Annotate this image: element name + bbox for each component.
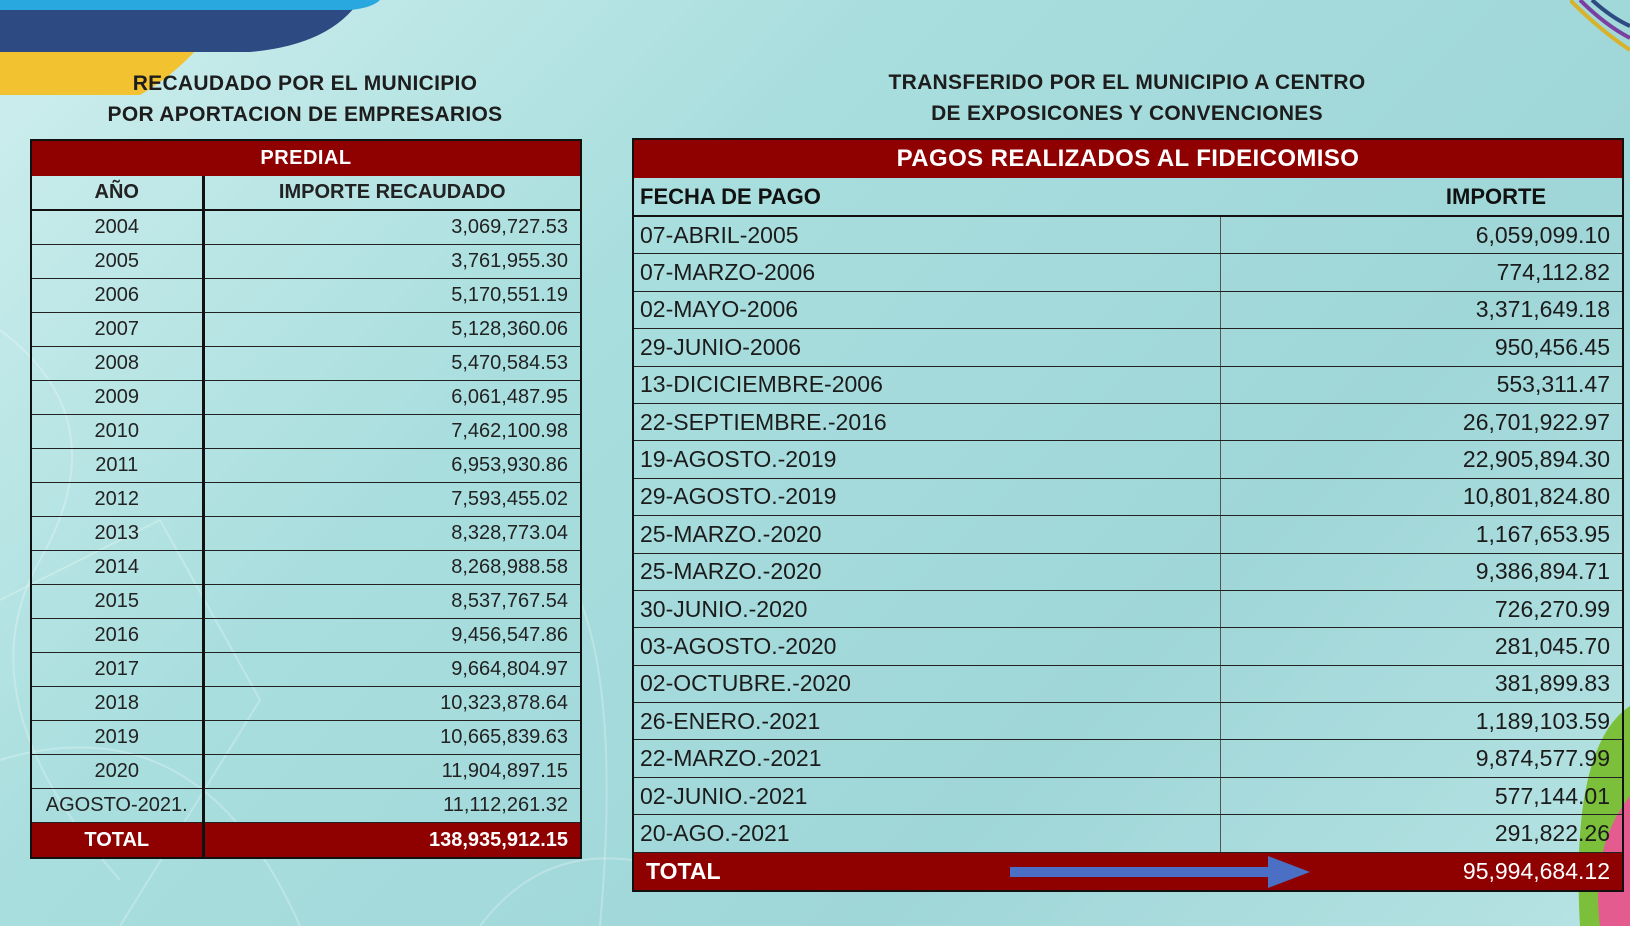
amount-cell: 3,371,649.18 <box>1220 291 1623 328</box>
date-cell: 02-JUNIO.-2021 <box>633 777 1220 814</box>
amount-cell: 6,061,487.95 <box>203 381 581 415</box>
year-cell: 2011 <box>31 449 203 483</box>
year-cell: 2016 <box>31 619 203 653</box>
amount-cell: 8,328,773.04 <box>203 517 581 551</box>
year-cell: 2004 <box>31 210 203 245</box>
table-row <box>633 216 1623 254</box>
year-cell: 2014 <box>31 551 203 585</box>
arrow-right-icon <box>1010 856 1310 888</box>
date-cell: 29-AGOSTO.-2019 <box>633 478 1220 515</box>
table-row <box>633 478 1623 515</box>
table-row <box>633 291 1623 328</box>
table-row <box>633 329 1623 366</box>
predial-table-title: PREDIAL <box>31 140 581 176</box>
amount-cell: 26,701,922.97 <box>1220 403 1623 440</box>
table-row <box>633 590 1623 627</box>
amount-cell: 10,323,878.64 <box>203 687 581 721</box>
amount-cell: 10,801,824.80 <box>1220 478 1623 515</box>
amount-cell: 950,456.45 <box>1220 329 1623 366</box>
amount-cell: 7,462,100.98 <box>203 415 581 449</box>
year-cell: 2007 <box>31 313 203 347</box>
date-cell: 02-MAYO-2006 <box>633 291 1220 328</box>
date-cell: 29-JUNIO-2006 <box>633 329 1220 366</box>
table-row <box>31 279 581 313</box>
amount-cell: 10,665,839.63 <box>203 721 581 755</box>
predial-total-value: 138,935,912.15 <box>203 823 581 859</box>
pagos-table-title: PAGOS REALIZADOS AL FIDEICOMISO <box>633 139 1623 178</box>
date-cell: 13-DICICIEMBRE-2006 <box>633 366 1220 403</box>
table-row <box>31 347 581 381</box>
amount-cell: 22,905,894.30 <box>1220 441 1623 478</box>
date-cell: 25-MARZO.-2020 <box>633 516 1220 553</box>
amount-cell: 291,822.26 <box>1220 815 1623 852</box>
column-header-amount: IMPORTE RECAUDADO <box>203 176 581 210</box>
table-row <box>31 585 581 619</box>
left-heading-line-1: RECAUDADO POR EL MUNICIPIO <box>132 72 478 95</box>
left-heading <box>30 68 580 130</box>
year-cell: 2020 <box>31 755 203 789</box>
year-cell: 2015 <box>31 585 203 619</box>
amount-cell: 5,128,360.06 <box>203 313 581 347</box>
date-cell: 07-ABRIL-2005 <box>633 216 1220 254</box>
predial-table <box>30 139 582 859</box>
year-cell: 2010 <box>31 415 203 449</box>
table-row <box>633 740 1623 777</box>
right-heading-line-2: DE EXPOSICONES Y CONVENCIONES <box>931 102 1323 125</box>
column-header-date: FECHA DE PAGO <box>633 178 1220 216</box>
column-header-importe: IMPORTE <box>1220 178 1623 216</box>
date-cell: 07-MARZO-2006 <box>633 254 1220 291</box>
amount-cell: 7,593,455.02 <box>203 483 581 517</box>
amount-cell: 5,470,584.53 <box>203 347 581 381</box>
pagos-total-row <box>633 852 1623 891</box>
year-cell: 2009 <box>31 381 203 415</box>
date-cell: 02-OCTUBRE.-2020 <box>633 665 1220 702</box>
year-cell: 2006 <box>31 279 203 313</box>
pagos-total-value: 95,994,684.12 <box>1462 857 1610 884</box>
table-row <box>633 366 1623 403</box>
table-row <box>31 415 581 449</box>
year-cell: 2005 <box>31 245 203 279</box>
table-row <box>31 551 581 585</box>
pagos-total-cell <box>1220 852 1623 891</box>
amount-cell: 281,045.70 <box>1220 628 1623 665</box>
table-row <box>633 777 1623 814</box>
table-row <box>31 517 581 551</box>
amount-cell: 8,537,767.54 <box>203 585 581 619</box>
amount-cell: 774,112.82 <box>1220 254 1623 291</box>
amount-cell: 11,112,261.32 <box>203 789 581 823</box>
year-cell: 2013 <box>31 517 203 551</box>
year-cell: 2018 <box>31 687 203 721</box>
table-row <box>633 665 1623 702</box>
table-row <box>31 687 581 721</box>
table-row <box>31 449 581 483</box>
right-heading <box>632 67 1622 129</box>
table-row <box>31 619 581 653</box>
date-cell: 30-JUNIO.-2020 <box>633 590 1220 627</box>
year-cell: 2008 <box>31 347 203 381</box>
date-cell: 03-AGOSTO.-2020 <box>633 628 1220 665</box>
pagos-total-label: TOTAL <box>633 852 1220 891</box>
year-cell: 2019 <box>31 721 203 755</box>
amount-cell: 577,144.01 <box>1220 777 1623 814</box>
amount-cell: 1,167,653.95 <box>1220 516 1623 553</box>
table-row <box>31 210 581 245</box>
table-row <box>633 553 1623 590</box>
table-row <box>633 254 1623 291</box>
amount-cell: 6,059,099.10 <box>1220 216 1623 254</box>
amount-cell: 9,874,577.99 <box>1220 740 1623 777</box>
table-row <box>633 441 1623 478</box>
table-row <box>31 483 581 517</box>
table-row <box>31 721 581 755</box>
amount-cell: 8,268,988.58 <box>203 551 581 585</box>
date-cell: 22-MARZO.-2021 <box>633 740 1220 777</box>
amount-cell: 1,189,103.59 <box>1220 703 1623 740</box>
date-cell: 22-SEPTIEMBRE.-2016 <box>633 403 1220 440</box>
amount-cell: 381,899.83 <box>1220 665 1623 702</box>
date-cell: 25-MARZO.-2020 <box>633 553 1220 590</box>
amount-cell: 9,386,894.71 <box>1220 553 1623 590</box>
table-row <box>31 789 581 823</box>
year-cell: 2012 <box>31 483 203 517</box>
amount-cell: 726,270.99 <box>1220 590 1623 627</box>
column-header-year: AÑO <box>31 176 203 210</box>
amount-cell: 11,904,897.15 <box>203 755 581 789</box>
amount-cell: 6,953,930.86 <box>203 449 581 483</box>
date-cell: 20-AGO.-2021 <box>633 815 1220 852</box>
amount-cell: 9,456,547.86 <box>203 619 581 653</box>
table-row <box>31 755 581 789</box>
amount-cell: 5,170,551.19 <box>203 279 581 313</box>
table-row <box>31 245 581 279</box>
left-heading-line-2: POR APORTACION DE EMPRESARIOS <box>107 103 503 126</box>
table-row <box>633 516 1623 553</box>
corner-decoration-top-right <box>1570 0 1630 60</box>
table-row <box>633 403 1623 440</box>
right-heading-line-1: TRANSFERIDO POR EL MUNICIPIO A CENTRO <box>888 71 1366 94</box>
year-cell: AGOSTO-2021. <box>31 789 203 823</box>
amount-cell: 3,069,727.53 <box>203 210 581 245</box>
table-row <box>633 628 1623 665</box>
table-row <box>31 653 581 687</box>
predial-total-row <box>31 823 581 859</box>
predial-total-label: TOTAL <box>31 823 203 859</box>
year-cell: 2017 <box>31 653 203 687</box>
amount-cell: 553,311.47 <box>1220 366 1623 403</box>
table-row <box>633 703 1623 740</box>
table-row <box>633 815 1623 852</box>
date-cell: 26-ENERO.-2021 <box>633 703 1220 740</box>
table-row <box>31 381 581 415</box>
table-row <box>31 313 581 347</box>
date-cell: 19-AGOSTO.-2019 <box>633 441 1220 478</box>
amount-cell: 3,761,955.30 <box>203 245 581 279</box>
pagos-table <box>632 138 1624 892</box>
amount-cell: 9,664,804.97 <box>203 653 581 687</box>
